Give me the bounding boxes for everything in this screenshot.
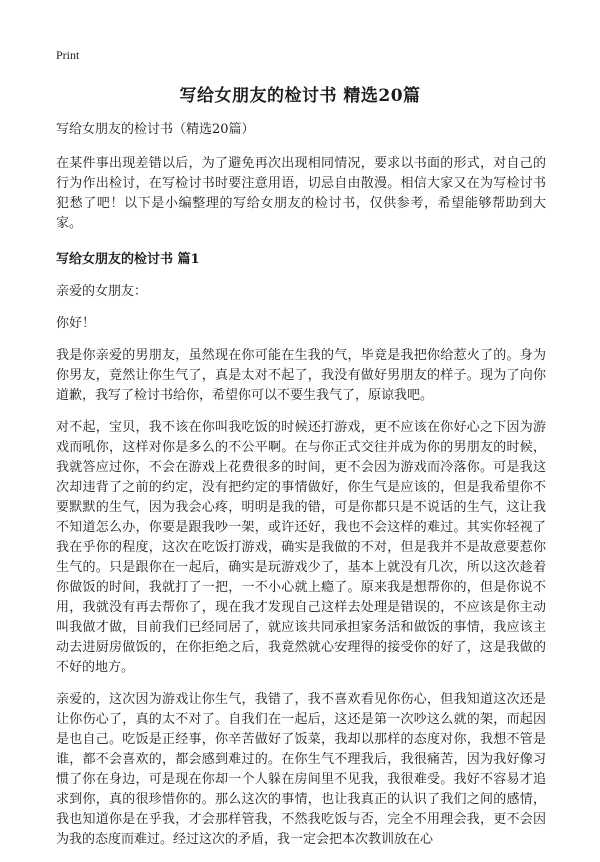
hello-line: 你好！ [56,316,96,331]
body-paragraph: 我是你亲爱的男朋友，虽然现在你可能在生我的气，毕竟是我把你给惹火了的。身为你男友，竟然让你生气了，真是太对不起了，我没有做好男朋友的样子。现为了向你道歉，我写了检讨书给你，希望你可以不要生我气了，原谅我吧。 [56,348,546,403]
section-heading: 写给女朋友的检讨书 篇1 [56,252,200,267]
body-paragraph: 亲爱的，这次因为游戏让你生气，我错了，我不喜欢看见你伤心，但我知道这次还是让你伤心了，真的太不对了。自我们在一起后，这还是第一次吵这么就的架，而起因是也自己。吃饭是正经事，你辛苦做好了饭菜，我却以那样的态度对你，我想不管是谁，都不会喜欢的，都会感到难过的。在你生气不理我后，我很痛苦，因为我好像习惯了你在身边，可是现在你却一个人躲在房间里不见我，我很难受。我好不容易才追求到你，真的很珍惜你的。那么这次的事情，也让我真正的认识了我们之间的感情，我也知道你是在乎我，才会那样管我，不然我吃饭与否，完全不用理会我，更不会因为我的态度而难过。经过这次的矛盾，我一定会把本次教训放在心 [56,692,546,847]
intro-paragraph: 在某件事出现差错以后，为了避免再次出现相同情况，要求以书面的形式，对自己的行为作出检讨，在写检讨书时要注意用语，切忌自由散漫。相信大家又在为写检讨书犯愁了吧！以下是小编整理的写给女朋友的检讨书，仅供参考，希望能够帮助到大家。 [56,156,546,231]
document-subtitle: 写给女朋友的检讨书（精选20篇） [56,122,255,137]
print-link[interactable]: Print [56,48,80,62]
greeting: 亲爱的女朋友： [56,284,148,299]
document-body [56,120,546,862]
body-paragraph: 对不起，宝贝，我不该在你叫我吃饭的时候还打游戏，更不应该在你好心之下因为游戏而吼你，这样对你是多么的不公平啊。在与你正式交往并成为你的男朋友的时候，我就答应过你，不会在游戏上花费很多的时间，更不会因为游戏而冷落你。可是我这次却违背了之前的约定，没有把约定的事情做好，你生气是应该的，但是我希望你不要默默的生气，因为我会心疼，明明是我的错，可是你都只是不说话的生气，这让我不知道怎么办，你要是跟我吵一架，或许还好，我也不会这样的难过。其实你轻视了我在乎你的程度，这次在吃饭打游戏，确实是我做的不对，但是我并不是故意要惹你生气的。只是跟你在一起后，确实是玩游戏少了，基本上就没有几次，所以这次趁着你做饭的时间，我就打了一把，一不小心就上瘾了。原来我是想帮你的，但是你说不用，我就没有再去帮你了，现在我才发现自己这样去处理是错误的，不应该是你主动叫我做才做，目前我们已经同居了，就应该共同承担家务活和做饭的事情，我应该主动去进厨房做饭的，在你拒绝之后，我竟然就心安理得的接受你的好了，这是我做的不好的地方。 [56,420,546,675]
page-title: 写给女朋友的检讨书 精选20篇 [179,86,421,106]
